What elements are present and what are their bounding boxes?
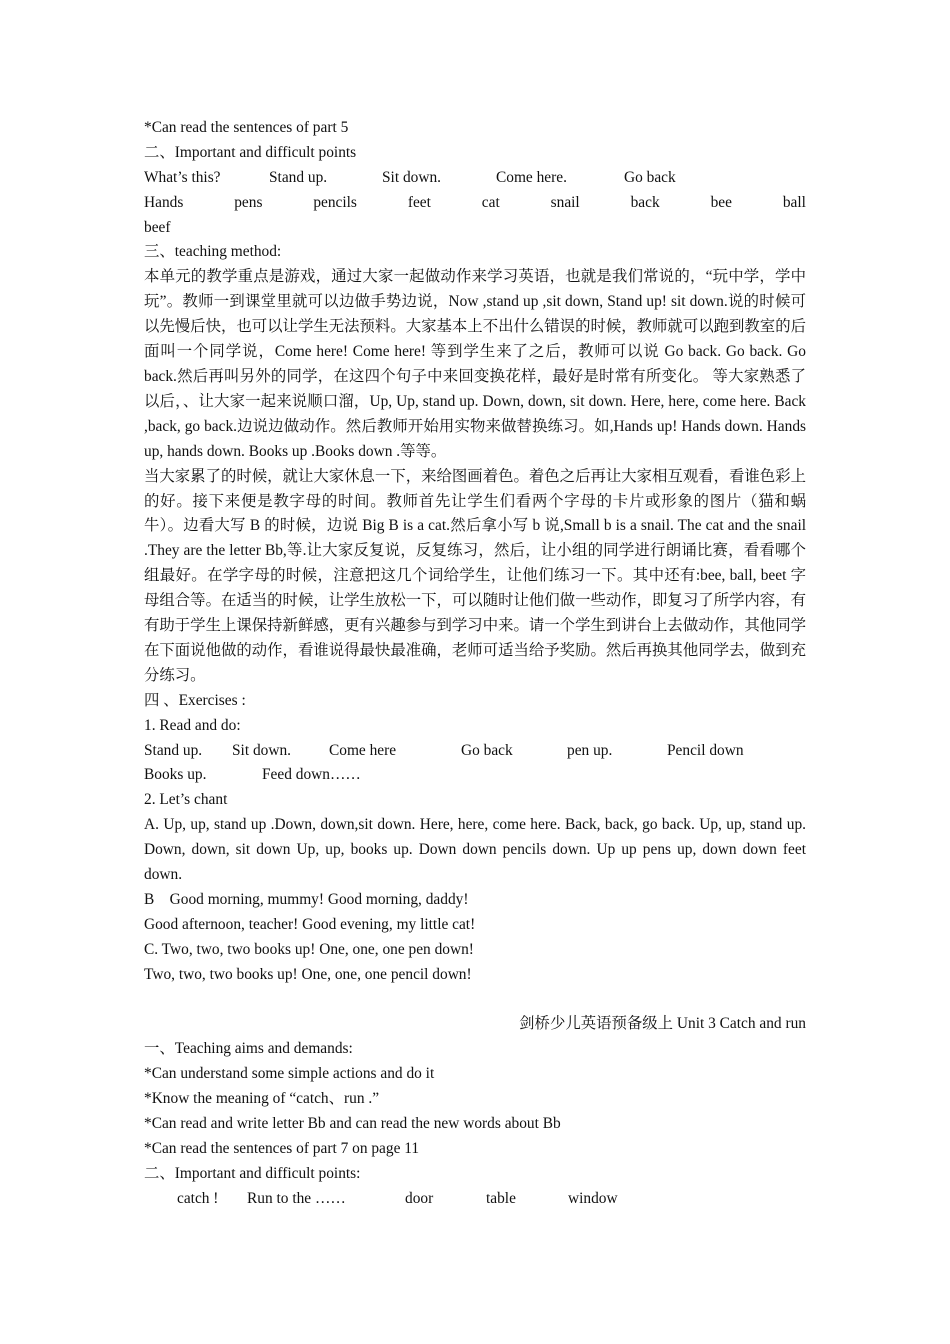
section-heading: 三、teaching method: [144,243,282,261]
phrase: Go back [461,741,513,759]
word: feet [407,193,431,211]
section-heading: 二、Important and difficult points [144,143,357,161]
chant-text: Good afternoon, teacher! Good evening, my little cat! [144,915,476,933]
phrase: Books up. [144,766,207,784]
phrase: Sit down. [232,741,292,759]
phrase: Sit down. [382,168,442,186]
word: ball [782,193,806,211]
phrase-row [144,166,806,191]
section-heading: 二、Important and difficult points: [144,1164,361,1182]
phrase: catch ! [177,1189,219,1207]
word-row [144,191,806,216]
phrase: Come here [329,741,397,759]
phrase: Feed down…… [262,766,361,784]
phrase: Run to the …… [247,1189,346,1207]
phrase: Pencil down [667,741,744,759]
chant-text: B Good morning, mummy! Good morning, daddy! [144,890,469,908]
word: Hands [144,193,184,211]
phrase: pen up. [567,741,613,759]
text-line: *Can read the sentences of part 5 [144,119,349,136]
word: beef [144,218,171,236]
phrase: Go back [624,168,676,186]
phrase: Stand up. [144,741,203,759]
paragraph: 当大家累了的时候，就让大家休息一下，来给图画着色。着色之后再让大家相互观看，看谁色彩上的好。接下来便是教字母的时间。教师首先让学生们看两个字母的卡片或形象的图片（猫和蜗牛）。边看大写 B 的时候，边说 Big B is a cat.然后拿小写 b 说,Small b is a snail. The cat and the snail .They are the letter Bb,等.让大家反复说，反复练习，然后，让小组的同学进行朗诵比赛，看看哪个组最好。在学字母的时候，注意把这几个词给学生，让他们练习一下。其中还有:bee, ball, beet 字母组合等。在适当的时候，让学生放松一下，可以随时让他们做一些动作，即复习了所学内容，有有助于学生上课保持新鲜感，更有兴趣参与到学习中来。请一个学生到讲台上去做动作，其他同学在下面说他做的动作，看谁说得最快最准确，老师可适当给予奖励。然后再换其他同学去，做到充分练习。 [144,467,806,684]
word: pens [234,193,263,211]
section-heading: 四 、Exercises : [144,691,246,709]
word: snail [550,193,580,211]
phrase: window [568,1189,618,1207]
exercise-row [144,739,806,764]
word: cat [481,193,500,211]
unit-title: 剑桥少儿英语预备级上 Unit 3 Catch and run [519,1015,806,1033]
phrase: table [486,1189,516,1207]
phrase: What’s this? [144,168,221,186]
aim-item: *Can read and write letter Bb and can read the new words about Bb [144,1114,561,1132]
exercise-heading: 2. Let’s chant [144,791,228,809]
chant-text: A. Up, up, stand up .Down, down,sit down. Here, here, come here. Back, back, go back. Up, up, stand up. Down, down, sit down Up, up, books up. Down down pencils down. Up up pens up, down down feet down. [144,816,806,884]
phrase: Come here. [496,168,567,186]
word: bee [710,193,732,211]
word: pencils [313,193,357,211]
section-heading: 一、Teaching aims and demands: [144,1040,353,1058]
chant-text: Two, two, two books up! One, one, one pencil down! [144,965,472,983]
aim-item: *Know the meaning of “catch、run .” [144,1090,380,1108]
exercise-heading: 1. Read and do: [144,716,241,734]
document-body [144,116,806,1212]
phrase: door [405,1189,434,1207]
aim-item: *Can read the sentences of part 7 on page 11 [144,1139,420,1157]
points-row [144,1187,806,1212]
word: back [630,193,660,211]
aim-item: *Can understand some simple actions and do it [144,1065,435,1083]
chant-text: C. Two, two, two books up! One, one, one pen down! [144,940,474,958]
phrase: Stand up. [269,168,328,186]
paragraph: 本单元的教学重点是游戏，通过大家一起做动作来学习英语，也就是我们常说的，“玩中学，学中玩”。教师一到课堂里就可以边做手势边说，Now ,stand up ,sit down, Stand up! sit down.说的时候可以先慢后快，也可以让学生无法预料。大家基本上不出什么错误的时候，教师就可以跑到教室的后面叫一个同学说，Come here! Come here! 等到学生来了之后，教师可以说 Go back. Go back. Go back.然后再叫另外的同学，在这四个句子中来回变换花样，最好是时常有所变化。 等大家熟悉了以后，、让大家一起来说顺口溜，Up, Up, stand up. Down, down, sit down. Here, here, come here. Back ,back, go back.边说边做动作。然后教师开始用实物来做替换练习。如,Hands up! Hands down. Hands up, hands down. Books up .Books down .等等。 [144,268,806,460]
exercise-row [144,763,806,788]
